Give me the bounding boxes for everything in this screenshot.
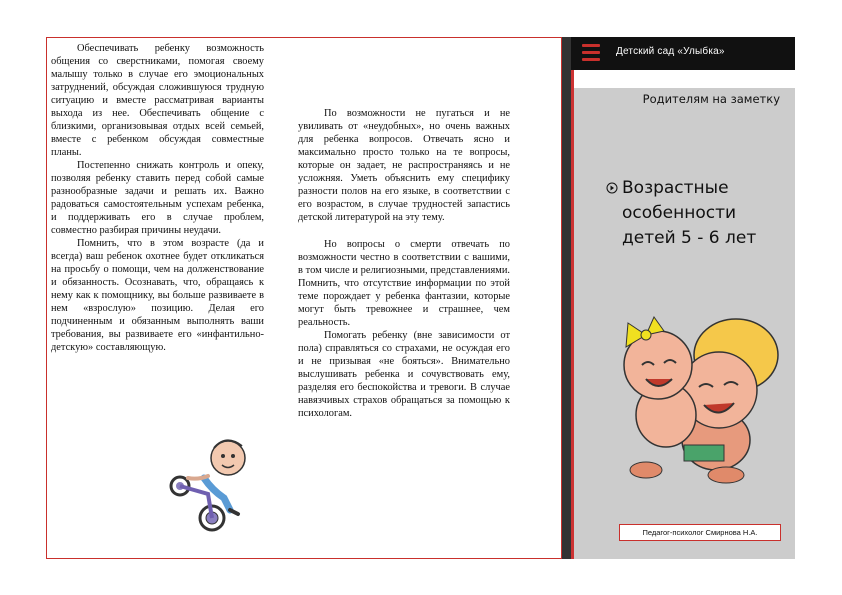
child-on-bike-illustration: [168, 428, 250, 532]
middle-paragraph-3: Помогать ребенку (вне зависимости от пола) справляться со страхами, не осуждая его и не призывая «не бояться». Внимательно выслушивать ребенка и сочувствовать ему, разделяя его беспокойства и тревоги. В случае навязчивых страхов обращаться за помощью к психологам.: [298, 330, 510, 419]
middle-paragraph-2: Но вопросы о смерти отвечать по возможности честно в соответствии с вашими, в том числе и религиозными, представлениями. Помнить, что отсутствие информации по этой теме порождает у ребенка фантазии, которые могут быть тревожнее и страшнее, чем реальность.: [298, 239, 510, 328]
middle-text-column: [298, 107, 510, 420]
cover-subtitle: Родителям на заметку: [642, 92, 780, 106]
hugging-children-illustration: [606, 295, 782, 490]
author-credit: Педагог-психолог Смирнова Н.А.: [619, 524, 781, 541]
left-paragraph-1: Обеспечивать ребенку возможность общения со сверстниками, помогая своему малышу только в случае его эмоциональных затруднений, обсуждая сложившуюся трудную ситуацию и вместе рассматривая варианты выхода из нее. Обеспечивать общение с близкими, организовывая отдых всей семьей, вместе с ребенком обсуждая совместные планы.: [51, 43, 264, 158]
left-text-column: [51, 42, 264, 354]
cover-title: Возрастные особенности детей 5 - 6 лет: [622, 178, 757, 248]
hamburger-icon[interactable]: [582, 44, 600, 62]
middle-paragraph-1: По возможности не пугаться и не увиливать от «неудобных», но очень важных для ребенка вопросов. Отвечать ясно и максимально просто только на те вопросы, которые он задает, не распространяясь и не усложняя. Уметь объяснить ему специфику разности полов на его языке, в соответствии с его возрастом, в случае трудностей запастись детской литературой на эту тему.: [298, 108, 510, 223]
left-paragraph-3: Помнить, что в этом возрасте (да и всегда) ваш ребенок охотнее будет откликаться на просьбу о помощи, чем на долженствование и обязанность. Осознавать, что, обращаясь к нему как к помощнику, вы больше развиваете в нем «взрослую» позицию. Делая его подчиненным и обязанным выполнять ваши требования, вы развиваете его «инфантильно-детскую» составляющую.: [51, 238, 264, 353]
kindergarten-name: Детский сад «Улыбка»: [616, 46, 725, 57]
brochure-spine: [562, 37, 571, 559]
circle-arrow-bullet-icon: [606, 182, 618, 194]
left-paragraph-2: Постепенно снижать контроль и опеку, позволяя ребенку ставить перед собой самые разнообразные задачи и решать их. Важно радоваться самостоятельным успехам ребенка, и поддерживать его в случае проблем, совместно разбирая причины неудачи.: [51, 160, 264, 236]
